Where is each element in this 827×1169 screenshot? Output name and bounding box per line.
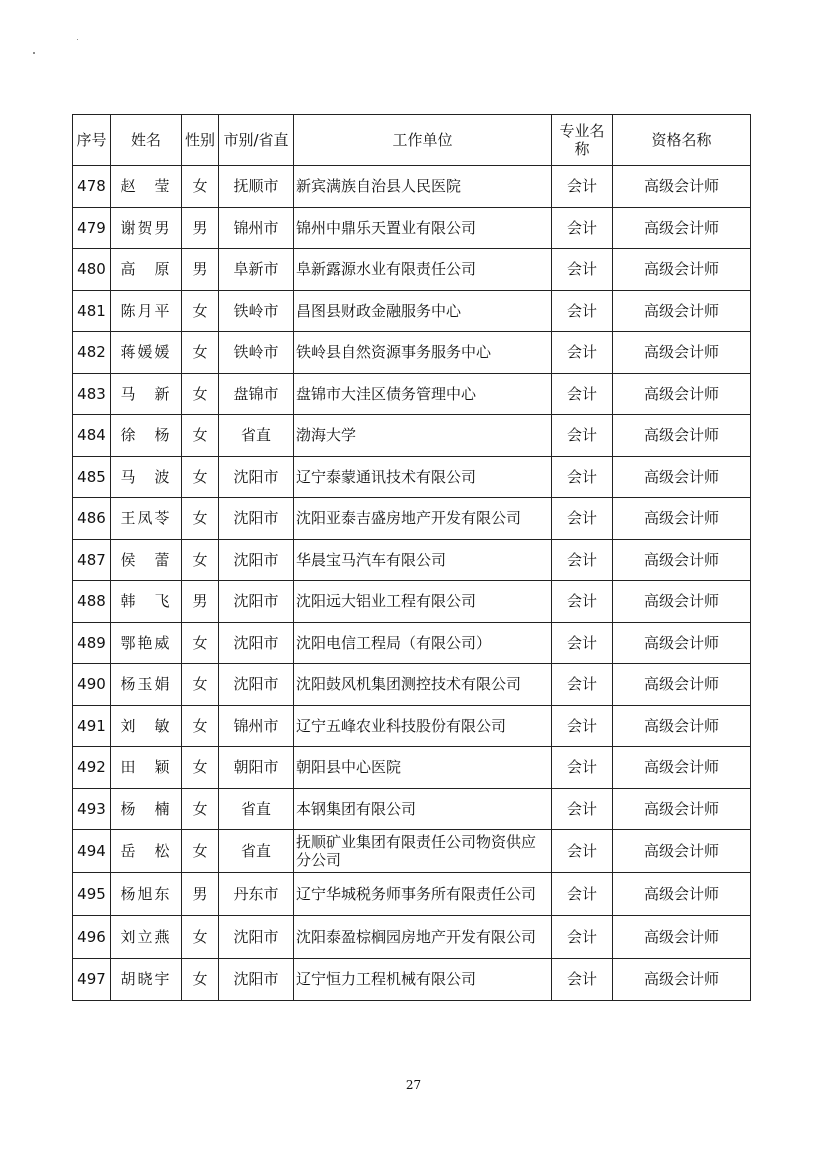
table-row: [73, 747, 751, 789]
cell-name: 刘 敏: [111, 705, 182, 747]
cell-qualification: 高级会计师: [613, 539, 751, 581]
cell-no: 495: [73, 873, 111, 916]
table-row: [73, 332, 751, 374]
cell-name: 高 原: [111, 249, 182, 291]
cell-city: 省直: [219, 788, 294, 830]
cell-work-unit: 辽宁恒力工程机械有限公司: [294, 959, 552, 1001]
cell-major: 会计: [552, 456, 613, 498]
cell-city: 锦州市: [219, 705, 294, 747]
cell-no: 479: [73, 207, 111, 249]
cell-city: 阜新市: [219, 249, 294, 291]
cell-major: 会计: [552, 415, 613, 457]
cell-name: 谢贺男: [111, 207, 182, 249]
cell-major: 会计: [552, 373, 613, 415]
cell-city: 沈阳市: [219, 622, 294, 664]
qualification-table: [72, 114, 751, 1001]
cell-name: 侯 蕾: [111, 539, 182, 581]
cell-city: 省直: [219, 830, 294, 873]
table-row: [73, 498, 751, 540]
cell-name: 蒋媛媛: [111, 332, 182, 374]
cell-name: 田 颖: [111, 747, 182, 789]
cell-sex: 男: [182, 249, 219, 291]
cell-major: 会计: [552, 332, 613, 374]
cell-sex: 女: [182, 415, 219, 457]
header-city: 市别/省直: [219, 115, 294, 166]
cell-major: 会计: [552, 207, 613, 249]
cell-work-unit: 辽宁五峰农业科技股份有限公司: [294, 705, 552, 747]
table-row: [73, 873, 751, 916]
cell-no: 487: [73, 539, 111, 581]
cell-sex: 女: [182, 373, 219, 415]
cell-qualification: 高级会计师: [613, 166, 751, 208]
cell-sex: 女: [182, 332, 219, 374]
cell-major: 会计: [552, 290, 613, 332]
cell-name: 马 新: [111, 373, 182, 415]
table-row: [73, 916, 751, 959]
cell-no: 482: [73, 332, 111, 374]
cell-qualification: 高级会计师: [613, 747, 751, 789]
cell-sex: 女: [182, 788, 219, 830]
cell-name: 韩 飞: [111, 581, 182, 623]
table-row: [73, 456, 751, 498]
cell-city: 沈阳市: [219, 959, 294, 1001]
cell-name: 杨玉娟: [111, 664, 182, 706]
cell-name: 陈月平: [111, 290, 182, 332]
cell-major: 会计: [552, 747, 613, 789]
cell-name: 鄂艳威: [111, 622, 182, 664]
table-row: [73, 539, 751, 581]
cell-city: 锦州市: [219, 207, 294, 249]
cell-work-unit: 阜新露源水业有限责任公司: [294, 249, 552, 291]
cell-qualification: 高级会计师: [613, 332, 751, 374]
cell-sex: 女: [182, 830, 219, 873]
header-sex: 性别: [182, 115, 219, 166]
cell-major: 会计: [552, 873, 613, 916]
cell-city: 沈阳市: [219, 456, 294, 498]
cell-major: 会计: [552, 498, 613, 540]
cell-name: 杨 楠: [111, 788, 182, 830]
cell-city: 沈阳市: [219, 581, 294, 623]
cell-no: 490: [73, 664, 111, 706]
cell-qualification: 高级会计师: [613, 705, 751, 747]
cell-work-unit: 渤海大学: [294, 415, 552, 457]
cell-name: 赵 莹: [111, 166, 182, 208]
table-row: [73, 830, 751, 873]
cell-no: 497: [73, 959, 111, 1001]
cell-sex: 女: [182, 290, 219, 332]
header-major: 专业名称: [552, 115, 613, 166]
cell-work-unit: 沈阳电信工程局（有限公司）: [294, 622, 552, 664]
cell-sex: 男: [182, 207, 219, 249]
header-name: 姓名: [111, 115, 182, 166]
cell-qualification: 高级会计师: [613, 498, 751, 540]
cell-name: 徐 杨: [111, 415, 182, 457]
cell-major: 会计: [552, 830, 613, 873]
cell-qualification: 高级会计师: [613, 373, 751, 415]
cell-sex: 男: [182, 873, 219, 916]
cell-major: 会计: [552, 705, 613, 747]
cell-no: 488: [73, 581, 111, 623]
cell-sex: 女: [182, 622, 219, 664]
cell-sex: 女: [182, 456, 219, 498]
table-row: [73, 705, 751, 747]
scan-speck: [33, 52, 35, 54]
cell-no: 483: [73, 373, 111, 415]
cell-work-unit: 沈阳鼓风机集团测控技术有限公司: [294, 664, 552, 706]
cell-no: 494: [73, 830, 111, 873]
cell-qualification: 高级会计师: [613, 959, 751, 1001]
cell-qualification: 高级会计师: [613, 456, 751, 498]
cell-qualification: 高级会计师: [613, 249, 751, 291]
cell-no: 491: [73, 705, 111, 747]
table-row: [73, 373, 751, 415]
cell-name: 杨旭东: [111, 873, 182, 916]
cell-sex: 女: [182, 959, 219, 1001]
cell-work-unit: 盘锦市大洼区债务管理中心: [294, 373, 552, 415]
cell-work-unit: 朝阳县中心医院: [294, 747, 552, 789]
cell-qualification: 高级会计师: [613, 873, 751, 916]
cell-city: 丹东市: [219, 873, 294, 916]
table-row: [73, 581, 751, 623]
cell-work-unit: 沈阳泰盈棕榈园房地产开发有限公司: [294, 916, 552, 959]
cell-city: 铁岭市: [219, 290, 294, 332]
cell-work-unit: 抚顺矿业集团有限责任公司物资供应分公司: [294, 830, 552, 873]
cell-qualification: 高级会计师: [613, 664, 751, 706]
cell-sex: 女: [182, 705, 219, 747]
table-row: [73, 166, 751, 208]
cell-major: 会计: [552, 916, 613, 959]
cell-name: 刘立燕: [111, 916, 182, 959]
cell-sex: 女: [182, 498, 219, 540]
cell-name: 岳 松: [111, 830, 182, 873]
cell-work-unit: 新宾满族自治县人民医院: [294, 166, 552, 208]
cell-no: 486: [73, 498, 111, 540]
cell-city: 沈阳市: [219, 539, 294, 581]
header-unit: 工作单位: [294, 115, 552, 166]
cell-city: 省直: [219, 415, 294, 457]
cell-no: 481: [73, 290, 111, 332]
page-number: 27: [405, 1078, 422, 1092]
cell-sex: 女: [182, 664, 219, 706]
cell-city: 沈阳市: [219, 916, 294, 959]
cell-name: 马 波: [111, 456, 182, 498]
cell-no: 496: [73, 916, 111, 959]
header-qual: 资格名称: [613, 115, 751, 166]
table-row: [73, 622, 751, 664]
cell-city: 盘锦市: [219, 373, 294, 415]
cell-major: 会计: [552, 166, 613, 208]
cell-sex: 男: [182, 581, 219, 623]
cell-work-unit: 铁岭县自然资源事务服务中心: [294, 332, 552, 374]
cell-sex: 女: [182, 539, 219, 581]
cell-no: 480: [73, 249, 111, 291]
cell-qualification: 高级会计师: [613, 415, 751, 457]
table-row: [73, 249, 751, 291]
cell-major: 会计: [552, 581, 613, 623]
cell-major: 会计: [552, 622, 613, 664]
cell-no: 489: [73, 622, 111, 664]
cell-work-unit: 沈阳远大铝业工程有限公司: [294, 581, 552, 623]
cell-work-unit: 辽宁华城税务师事务所有限责任公司: [294, 873, 552, 916]
cell-no: 478: [73, 166, 111, 208]
header-no: 序号: [73, 115, 111, 166]
cell-work-unit: 华晨宝马汽车有限公司: [294, 539, 552, 581]
cell-no: 485: [73, 456, 111, 498]
cell-sex: 女: [182, 166, 219, 208]
cell-qualification: 高级会计师: [613, 622, 751, 664]
table-row: [73, 290, 751, 332]
scan-speck: [77, 39, 78, 40]
cell-qualification: 高级会计师: [613, 581, 751, 623]
table-row: [73, 207, 751, 249]
cell-major: 会计: [552, 664, 613, 706]
cell-city: 朝阳市: [219, 747, 294, 789]
cell-major: 会计: [552, 539, 613, 581]
cell-major: 会计: [552, 249, 613, 291]
table-row: [73, 788, 751, 830]
table-row: [73, 959, 751, 1001]
cell-work-unit: 昌图县财政金融服务中心: [294, 290, 552, 332]
cell-qualification: 高级会计师: [613, 207, 751, 249]
cell-city: 沈阳市: [219, 664, 294, 706]
cell-work-unit: 沈阳亚泰吉盛房地产开发有限公司: [294, 498, 552, 540]
cell-name: 胡晓宇: [111, 959, 182, 1001]
cell-work-unit: 本钢集团有限公司: [294, 788, 552, 830]
cell-no: 493: [73, 788, 111, 830]
cell-qualification: 高级会计师: [613, 788, 751, 830]
cell-work-unit: 辽宁泰蒙通讯技术有限公司: [294, 456, 552, 498]
table-header-row: [73, 115, 751, 166]
cell-no: 492: [73, 747, 111, 789]
cell-qualification: 高级会计师: [613, 830, 751, 873]
cell-city: 抚顺市: [219, 166, 294, 208]
table-row: [73, 415, 751, 457]
cell-sex: 女: [182, 916, 219, 959]
cell-sex: 女: [182, 747, 219, 789]
cell-work-unit: 锦州中鼎乐天置业有限公司: [294, 207, 552, 249]
cell-name: 王凤苓: [111, 498, 182, 540]
cell-qualification: 高级会计师: [613, 290, 751, 332]
cell-city: 铁岭市: [219, 332, 294, 374]
table-row: [73, 664, 751, 706]
cell-qualification: 高级会计师: [613, 916, 751, 959]
cell-no: 484: [73, 415, 111, 457]
cell-major: 会计: [552, 959, 613, 1001]
cell-city: 沈阳市: [219, 498, 294, 540]
cell-major: 会计: [552, 788, 613, 830]
